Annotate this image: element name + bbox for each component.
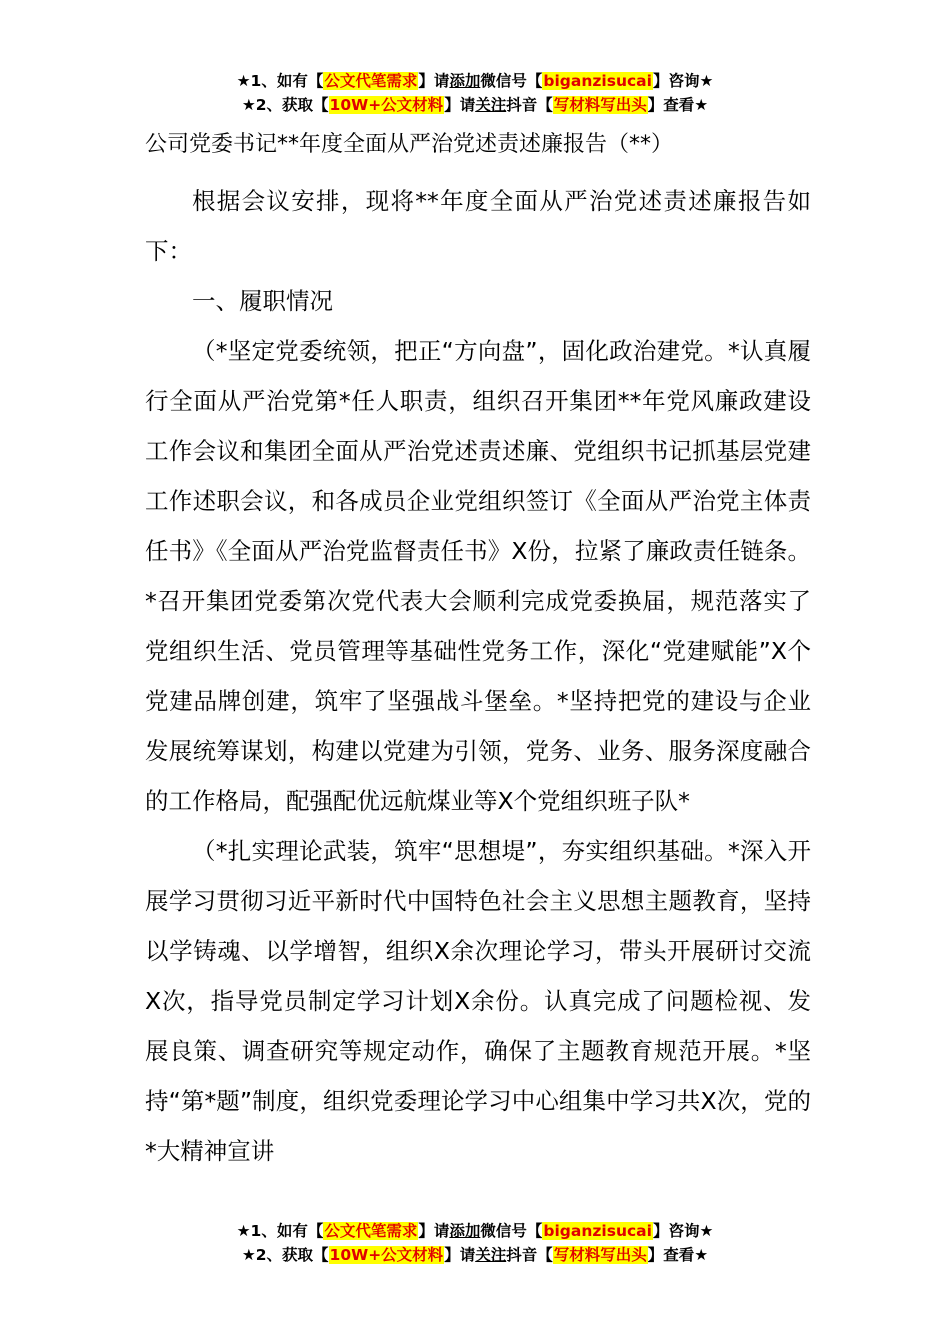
douyin-id-highlight: 写材料写出头 [553, 1246, 647, 1264]
banner-text: 】咨询★ [652, 1222, 714, 1240]
highlight-label: 公文代笔需求 [324, 1222, 418, 1240]
banner-text: 】查看★ [647, 1246, 709, 1264]
top-banner [0, 69, 950, 117]
underlined-text: 关注 [475, 1246, 507, 1264]
banner-line-2 [0, 1243, 950, 1267]
banner-text: ★2、获取【 [241, 1246, 329, 1264]
intro-paragraph: 根据会议安排，现将**年度全面从严治党述责述廉报告如下： [145, 187, 811, 265]
banner-text: ★1、如有【 [236, 1222, 324, 1240]
section-heading: 一、履职情况 [192, 287, 333, 315]
document-body [145, 128, 811, 1176]
wechat-id-highlight: biganzisucai [543, 1222, 652, 1240]
highlight-label: 10W+公文材料 [329, 1246, 444, 1264]
body-paragraph: （*坚定党委统领，把正“方向盘”，固化政治建党。*认真履行全面从严治党第*任人职责，组织召开集团**年党风廉政建设工作会议和集团全面从严治党述责述廉、党组织书记抓基层党建工作述职会议，和各成员企业党组织签订《全面从严治党主体责任书》《全面从严治党监督责任书》X份，拉紧了廉政责任链条。*召开集团党委第次党代表大会顺利完成党委换届，规范落实了党组织生活、党员管理等基础性党务工作，深化“党建赋能”X个党建品牌创建，筑牢了坚强战斗堡垒。*坚持把党的建设与企业发展统筹谋划，构建以党建为引领，党务、业务、服务深度融合的工作格局，配强配优远航煤业等X个党组织班子队* [145, 337, 811, 815]
banner-line-2 [0, 93, 950, 117]
banner-text: 】请 [444, 96, 476, 114]
highlight-label: 公文代笔需求 [324, 72, 418, 90]
banner-text: 】请 [444, 1246, 476, 1264]
banner-text: 微信号【 [480, 72, 543, 90]
underlined-text: 添加 [449, 72, 481, 90]
banner-text: 】请 [418, 1222, 450, 1240]
underlined-text: 关注 [475, 96, 507, 114]
body-paragraph: （*扎实理论武装，筑牢“思想堤”，夯实组织基础。*深入开展学习贯彻习近平新时代中国特色社会主义思想主题教育，坚持以学铸魂、以学增智，组织X余次理论学习，带头开展研讨交流X次，指导党员制定学习计划X余份。认真完成了问题检视、发展良策、调查研究等规定动作，确保了主题教育规范开展。*坚持“第*题”制度，组织党委理论学习中心组集中学习共X次，党的*大精神宣讲 [145, 837, 811, 1165]
underlined-text: 添加 [449, 1222, 481, 1240]
wechat-id-highlight: biganzisucai [543, 72, 652, 90]
banner-line-1 [0, 69, 950, 93]
banner-text: 】查看★ [647, 96, 709, 114]
banner-text: 微信号【 [480, 1222, 543, 1240]
banner-text: 抖音【 [506, 96, 553, 114]
highlight-label: 10W+公文材料 [329, 96, 444, 114]
douyin-id-highlight: 写材料写出头 [553, 96, 647, 114]
banner-text: 抖音【 [506, 1246, 553, 1264]
document-title: 公司党委书记**年度全面从严治党述责述廉报告（**） [145, 132, 674, 157]
bottom-banner [0, 1219, 950, 1267]
banner-text: ★2、获取【 [241, 96, 329, 114]
banner-line-1 [0, 1219, 950, 1243]
banner-text: 】咨询★ [652, 72, 714, 90]
banner-text: 】请 [418, 72, 450, 90]
banner-text: ★1、如有【 [236, 72, 324, 90]
